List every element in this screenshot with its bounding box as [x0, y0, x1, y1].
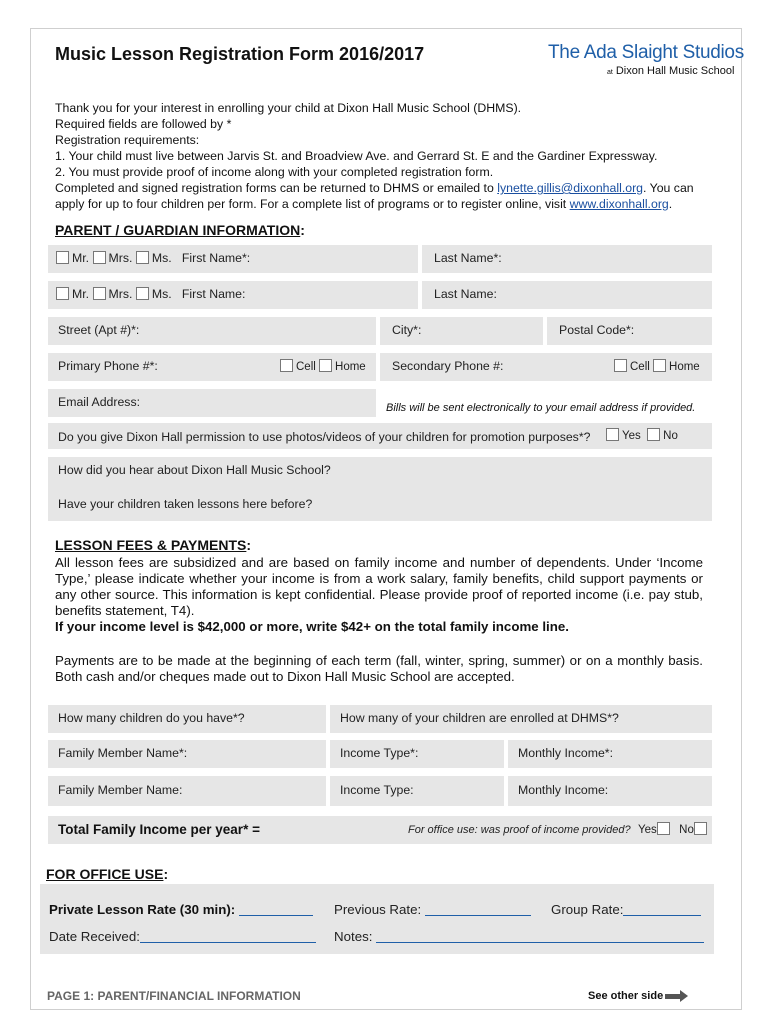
permission-no-checkbox[interactable] — [647, 428, 660, 441]
page-title: Music Lesson Registration Form 2016/2017 — [55, 44, 425, 64]
email-field[interactable]: Email Address: — [48, 389, 376, 417]
secondary-phone-field[interactable]: Secondary Phone #: Cell Home — [380, 353, 712, 381]
primary-phone-field[interactable]: Primary Phone #*: Cell Home — [48, 353, 376, 381]
date-received-line[interactable] — [140, 942, 316, 943]
proof-no-checkbox[interactable] — [694, 822, 707, 835]
payments-paragraph: Payments are to be made at the beginning of each term (fall, winter, spring, summer) or on a monthly basis. Both cash and/or cheques made out to Dixon Hall Music School are accepted. — [55, 653, 703, 684]
primary-cell-checkbox[interactable] — [280, 359, 293, 372]
primary-home-checkbox[interactable] — [319, 359, 332, 372]
city-field[interactable]: City*: — [380, 317, 543, 345]
parent1-last-name-field[interactable]: Last Name*: — [422, 245, 712, 273]
total-income-field[interactable]: Total Family Income per year* = For office use: was proof of income provided? Yes No — [48, 816, 712, 844]
street-field[interactable]: Street (Apt #)*: — [48, 317, 376, 345]
family-member-2-field[interactable]: Family Member Name: — [48, 776, 326, 806]
mr-checkbox[interactable] — [56, 251, 69, 264]
parent2-last-name-field[interactable]: Last Name: — [422, 281, 712, 309]
parent-section-heading: PARENT / GUARDIAN INFORMATION: — [55, 222, 305, 238]
studio-logo: The Ada Slaight Studios — [548, 42, 744, 63]
income-type-2-field[interactable]: Income Type: — [330, 776, 504, 806]
private-rate-line[interactable] — [239, 915, 313, 916]
school-logo-subtitle: at Dixon Hall Music School — [607, 65, 735, 77]
photo-permission-row: Do you give Dixon Hall permission to use photos/videos of your children for promotion purposes*? Yes No — [48, 423, 712, 449]
postal-code-field[interactable]: Postal Code*: — [547, 317, 712, 345]
ms-checkbox[interactable] — [136, 251, 149, 264]
monthly-income-2-field[interactable]: Monthly Income: — [508, 776, 712, 806]
website-link[interactable]: www.dixonhall.org — [569, 197, 669, 211]
office-use-panel: Private Lesson Rate (30 min): Previous Rate: Group Rate: Date Received: Notes: — [40, 884, 714, 954]
email-link[interactable]: lynette.gillis@dixonhall.org — [497, 181, 644, 195]
mrs-checkbox[interactable] — [93, 251, 106, 264]
office-section-heading: FOR OFFICE USE: — [46, 866, 169, 882]
mr-checkbox-2[interactable] — [56, 287, 69, 300]
billing-note: Bills will be sent electronically to your email address if provided. — [386, 402, 696, 414]
family-member-1-field[interactable]: Family Member Name*: — [48, 740, 326, 768]
referral-and-history-field[interactable]: How did you hear about Dixon Hall Music School? Have your children taken lessons here before? — [48, 457, 712, 521]
children-count-field[interactable]: How many children do you have*? — [48, 705, 326, 733]
intro-text: Thank you for your interest in enrolling your child at Dixon Hall Music School (DHMS). Required fields are followed by * Registration requirements: 1. Your child must live between Jarvis St. and Broadview Ave. and Gerrard St. E and the Gardiner Expressway. 2. You must provide proof of income along with your completed registration form. Completed and signed registration forms can be returned to DHMS or emailed to lynette.gillis@dixonhall.org. You can apply for up to four children per form. For a complete list of programs or to register online, visit www.dixonhall.org. — [55, 101, 694, 211]
arrow-right-icon — [665, 994, 681, 999]
income-type-1-field[interactable]: Income Type*: — [330, 740, 504, 768]
parent2-first-name-field[interactable]: Mr. Mrs. Ms. First Name: — [48, 281, 418, 309]
mrs-checkbox-2[interactable] — [93, 287, 106, 300]
group-rate-line[interactable] — [623, 915, 701, 916]
fees-paragraph: All lesson fees are subsidized and are based on family income and number of dependents. Under ‘Income Type,’ please indicate whether your income is from a work salary, family benefits, child support payments or any other source. This information is kept confidential. Please provide proof of reported income (i.e. pay stub, benefits statement, T4). If your income level is $42,000 or more, write $42+ on the total family income line. — [55, 555, 703, 634]
previous-rate-line[interactable] — [425, 915, 531, 916]
fees-section-heading: LESSON FEES & PAYMENTS: — [55, 537, 252, 553]
notes-line[interactable] — [376, 942, 704, 943]
ms-checkbox-2[interactable] — [136, 287, 149, 300]
see-other-side: See other side — [588, 990, 681, 1002]
parent1-first-name-field[interactable]: Mr. Mrs. Ms. First Name*: — [48, 245, 418, 273]
proof-yes-checkbox[interactable] — [657, 822, 670, 835]
page-footer: PAGE 1: PARENT/FINANCIAL INFORMATION — [47, 989, 301, 1003]
secondary-cell-checkbox[interactable] — [614, 359, 627, 372]
permission-yes-checkbox[interactable] — [606, 428, 619, 441]
enrolled-count-field[interactable]: How many of your children are enrolled at DHMS*? — [330, 705, 712, 733]
secondary-home-checkbox[interactable] — [653, 359, 666, 372]
monthly-income-1-field[interactable]: Monthly Income*: — [508, 740, 712, 768]
